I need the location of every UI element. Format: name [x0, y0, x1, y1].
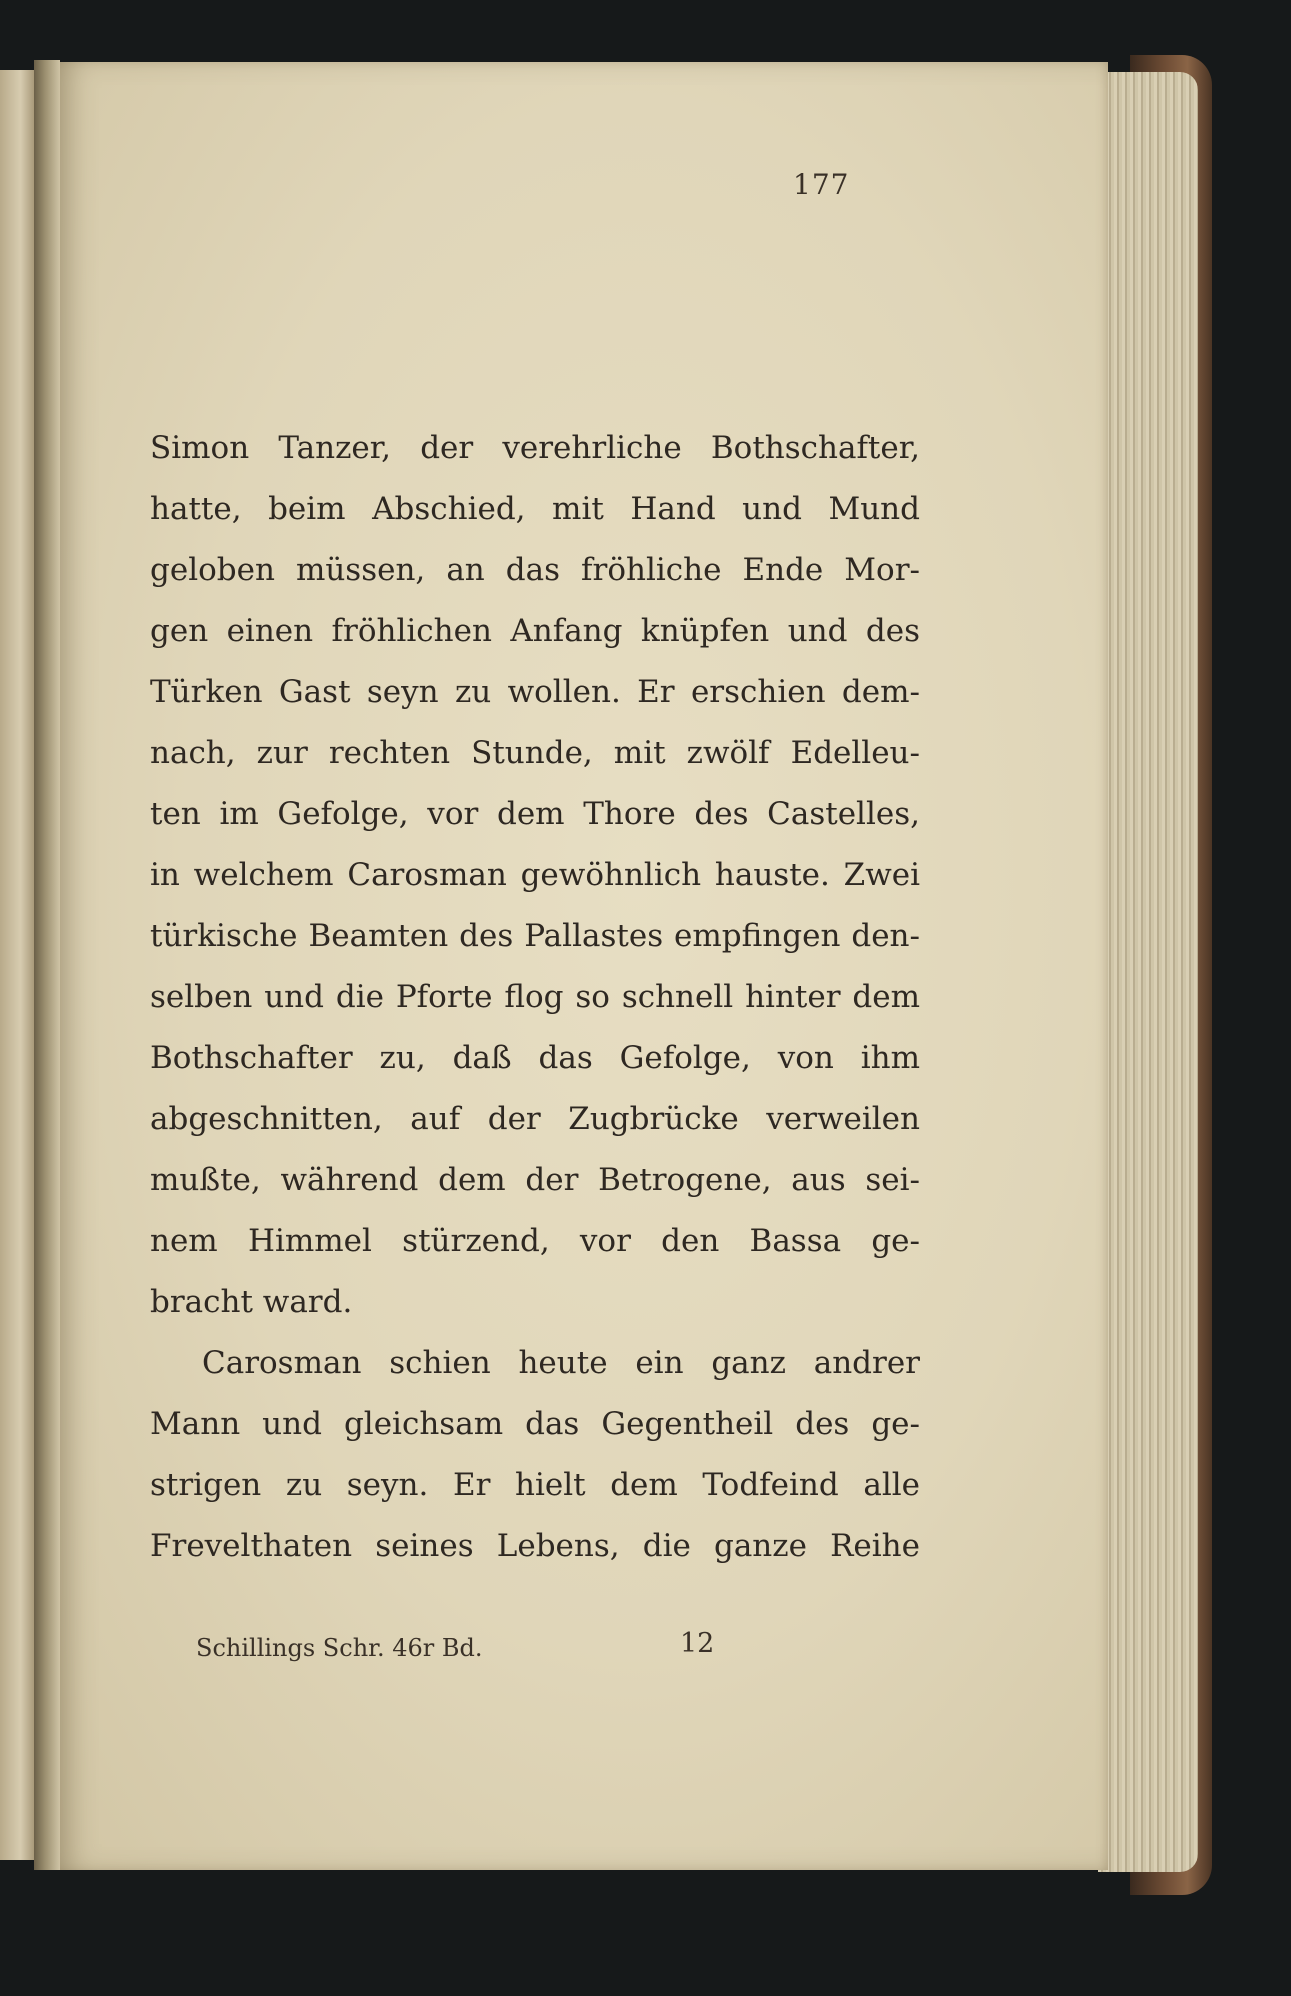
- paragraph-1: [150, 418, 920, 1333]
- book-gutter: [34, 60, 60, 1870]
- text-line: Frevelthaten seines Lebens, die ganze Reihe: [150, 1528, 920, 1564]
- text-line: strigen zu seyn. Er hielt dem Todfeind alle: [150, 1467, 920, 1503]
- text-line: nem Himmel stürzend, vor den Bassa ge-: [150, 1223, 920, 1259]
- text-line: geloben müssen, an das fröhliche Ende Mor-: [150, 552, 920, 588]
- text-line: Mann und gleichsam das Gegentheil des ge-: [150, 1406, 920, 1442]
- text-line: abgeschnitten, auf der Zugbrücke verweilen: [150, 1101, 920, 1137]
- text-line: gen einen fröhlichen Anfang knüpfen und des: [150, 613, 920, 649]
- facing-page-edge: [0, 70, 34, 1860]
- text-line: selben und die Pforte flog so schnell hinter dem: [150, 979, 920, 1015]
- text-line: bracht ward.: [150, 1284, 353, 1320]
- page-stack-edges: [1098, 72, 1198, 1872]
- text-line: Carosman schien heute ein ganz andrer: [202, 1345, 920, 1381]
- text-line: türkische Beamten des Pallastes empfingen den-: [150, 918, 920, 954]
- text-line: ten im Gefolge, vor dem Thore des Castelles,: [150, 796, 920, 832]
- text-line: hatte, beim Abschied, mit Hand und Mund: [150, 491, 920, 527]
- text-line: Bothschafter zu, daß das Gefolge, von ihm: [150, 1040, 920, 1076]
- text-line: in welchem Carosman gewöhnlich hauste. Zwei: [150, 857, 920, 893]
- paragraph-2: [150, 1333, 920, 1577]
- page-body-text: [150, 418, 920, 1577]
- text-line: mußte, während dem der Betrogene, aus sei-: [150, 1162, 920, 1198]
- sheet-number: 12: [680, 1628, 715, 1659]
- text-line: Simon Tanzer, der verehrliche Bothschafter,: [150, 430, 920, 466]
- page-number: 177: [793, 168, 850, 201]
- text-line: Türken Gast seyn zu wollen. Er erschien dem-: [150, 674, 920, 710]
- text-line: nach, zur rechten Stunde, mit zwölf Edelleu-: [150, 735, 920, 771]
- signature-mark: Schillings Schr. 46r Bd.: [196, 1634, 483, 1662]
